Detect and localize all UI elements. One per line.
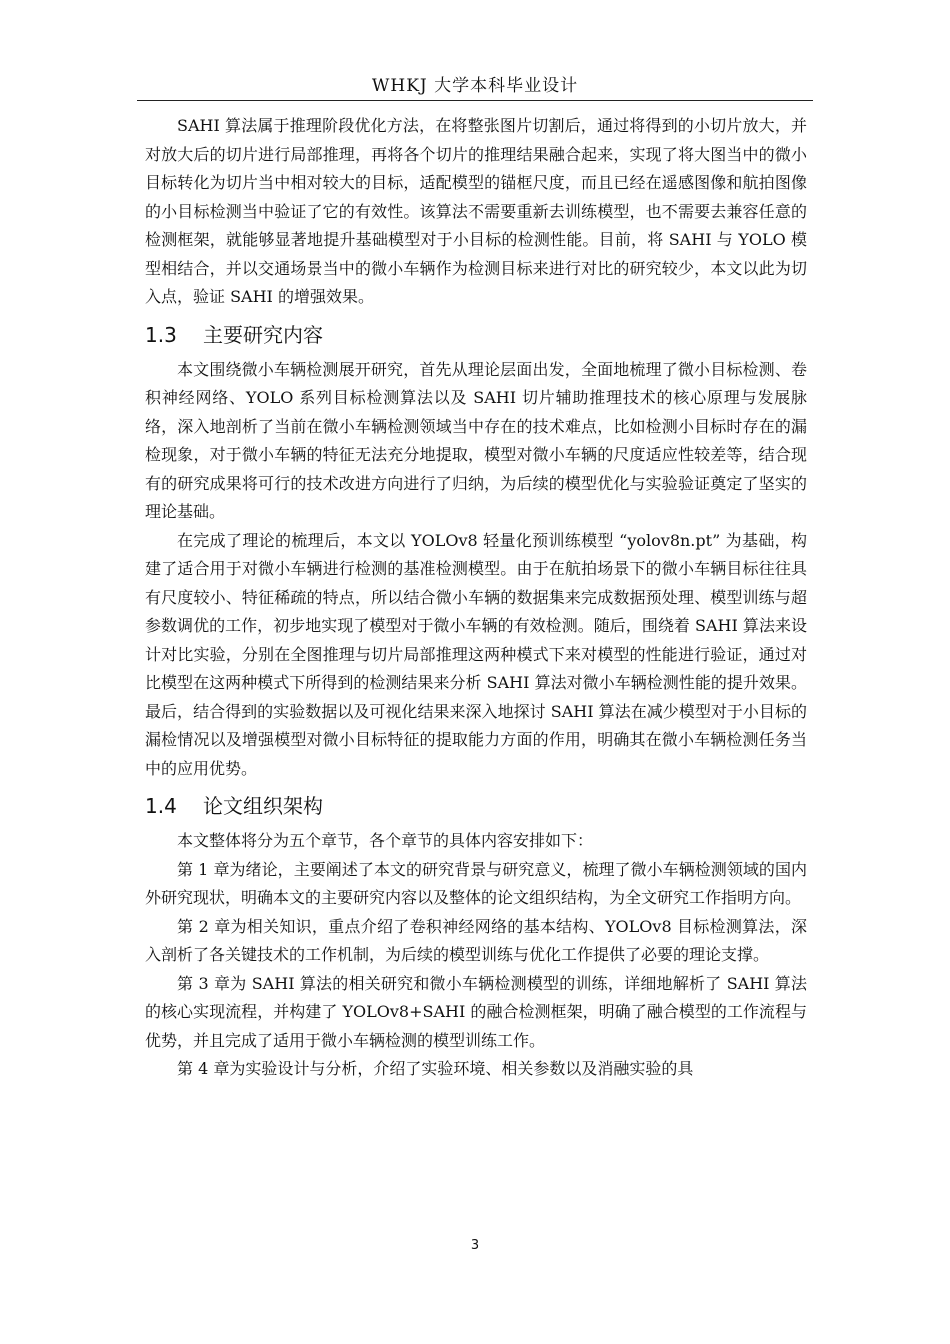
paragraph-chapter-4: 第 4 章为实验设计与分析，介绍了实验环境、相关参数以及消融实验的具 bbox=[177, 1059, 694, 1078]
section-number: 1.3 bbox=[145, 322, 177, 347]
section-heading-1-3 bbox=[145, 317, 807, 353]
paragraph-chapter-2: 第 2 章为相关知识，重点介绍了卷积神经网络的基本结构、YOLOv8 目标检测算法，深入剖析了各关键技术的工作机制，为后续的模型训练与优化工作提供了必要的理论支撑。 bbox=[145, 916, 807, 964]
page-number: 3 bbox=[470, 1238, 480, 1253]
header-divider bbox=[137, 100, 813, 101]
page-header: WHKJ 大学本科毕业设计 bbox=[371, 76, 579, 96]
paragraph-research-content-1: 本文围绕微小车辆检测展开研究，首先从理论层面出发，全面地梳理了微小目标检测、卷积神经网络、YOLO 系列目标检测算法以及 SAHI 切片辅助推理技术的核心原理与发展脉络，深入地剖析了当前在微小车辆检测领域当中存在的技术难点，比如检测小目标时存在的漏检现象，对于微小车辆的特征无法充分地提取，模型对微小车辆的尺度适应性较差等，结合现有的研究成果将可行的技术改进方向进行了归纳，为后续的模型优化与实验验证奠定了坚实的理论基础。 bbox=[145, 359, 807, 521]
paragraph-chapter-1: 第 1 章为绪论，主要阐述了本文的研究背景与研究意义，梳理了微小车辆检测领域的国内外研究现状，明确本文的主要研究内容以及整体的论文组织结构，为全文研究工作指明方向。 bbox=[145, 859, 807, 907]
section-title: 主要研究内容 bbox=[203, 322, 323, 347]
section-title: 论文组织架构 bbox=[203, 794, 323, 818]
section-number: 1.4 bbox=[145, 794, 177, 818]
paragraph-chapter-3: 第 3 章为 SAHI 算法的相关研究和微小车辆检测模型的训练，详细地解析了 SAHI 算法的核心实现流程，并构建了 YOLOv8+SAHI 的融合检测框架，明确了融合模型的工作流程与优势，并且完成了适用于微小车辆检测的模型训练工作。 bbox=[145, 973, 807, 1050]
paragraph-structure-overview: 本文整体将分为五个章节，各个章节的具体内容安排如下： bbox=[177, 831, 594, 850]
document-body bbox=[145, 112, 807, 1084]
paragraph-sahi-intro: SAHI 算法属于推理阶段优化方法，在将整张图片切割后，通过将得到的小切片放大，并对放大后的切片进行局部推理，再将各个切片的推理结果融合起来，实现了将大图当中的微小目标转化为切片当中相对较大的目标，适配模型的锚框尺度，而且已经在遥感图像和航拍图像的小目标检测当中验证了它的有效性。该算法不需要重新去训练模型，也不需要去兼容任意的检测框架，就能够显著地提升基础模型对于小目标的检测性能。目前，将 SAHI 与 YOLO 模型相结合，并以交通场景当中的微小车辆作为检测目标来进行对比的研究较少，本文以此为切入点，验证 SAHI 的增强效果。 bbox=[145, 116, 807, 306]
section-heading-1-4 bbox=[145, 788, 807, 824]
paragraph-research-content-2: 在完成了理论的梳理后，本文以 YOLOv8 轻量化预训练模型 “yolov8n.pt” 为基础，构建了适合用于对微小车辆进行检测的基准检测模型。由于在航拍场景下的微小车辆目标往往具有尺度较小、特征稀疏的特点，所以结合微小车辆的数据集来完成数据预处理、模型训练与超参数调优的工作，初步地实现了模型对于微小车辆的有效检测。随后，围绕着 SAHI 算法来设计对比实验，分别在全图推理与切片局部推理这两种模式下来对模型的性能进行验证，通过对比模型在这两种模式下所得到的检测结果来分析 SAHI 算法对微小车辆检测性能的提升效果。最后，结合得到的实验数据以及可视化结果来深入地探讨 SAHI 算法在减少模型对于小目标的漏检情况以及增强模型对微小目标特征的提取能力方面的作用，明确其在微小车辆检测任务当中的应用优势。 bbox=[145, 530, 807, 778]
